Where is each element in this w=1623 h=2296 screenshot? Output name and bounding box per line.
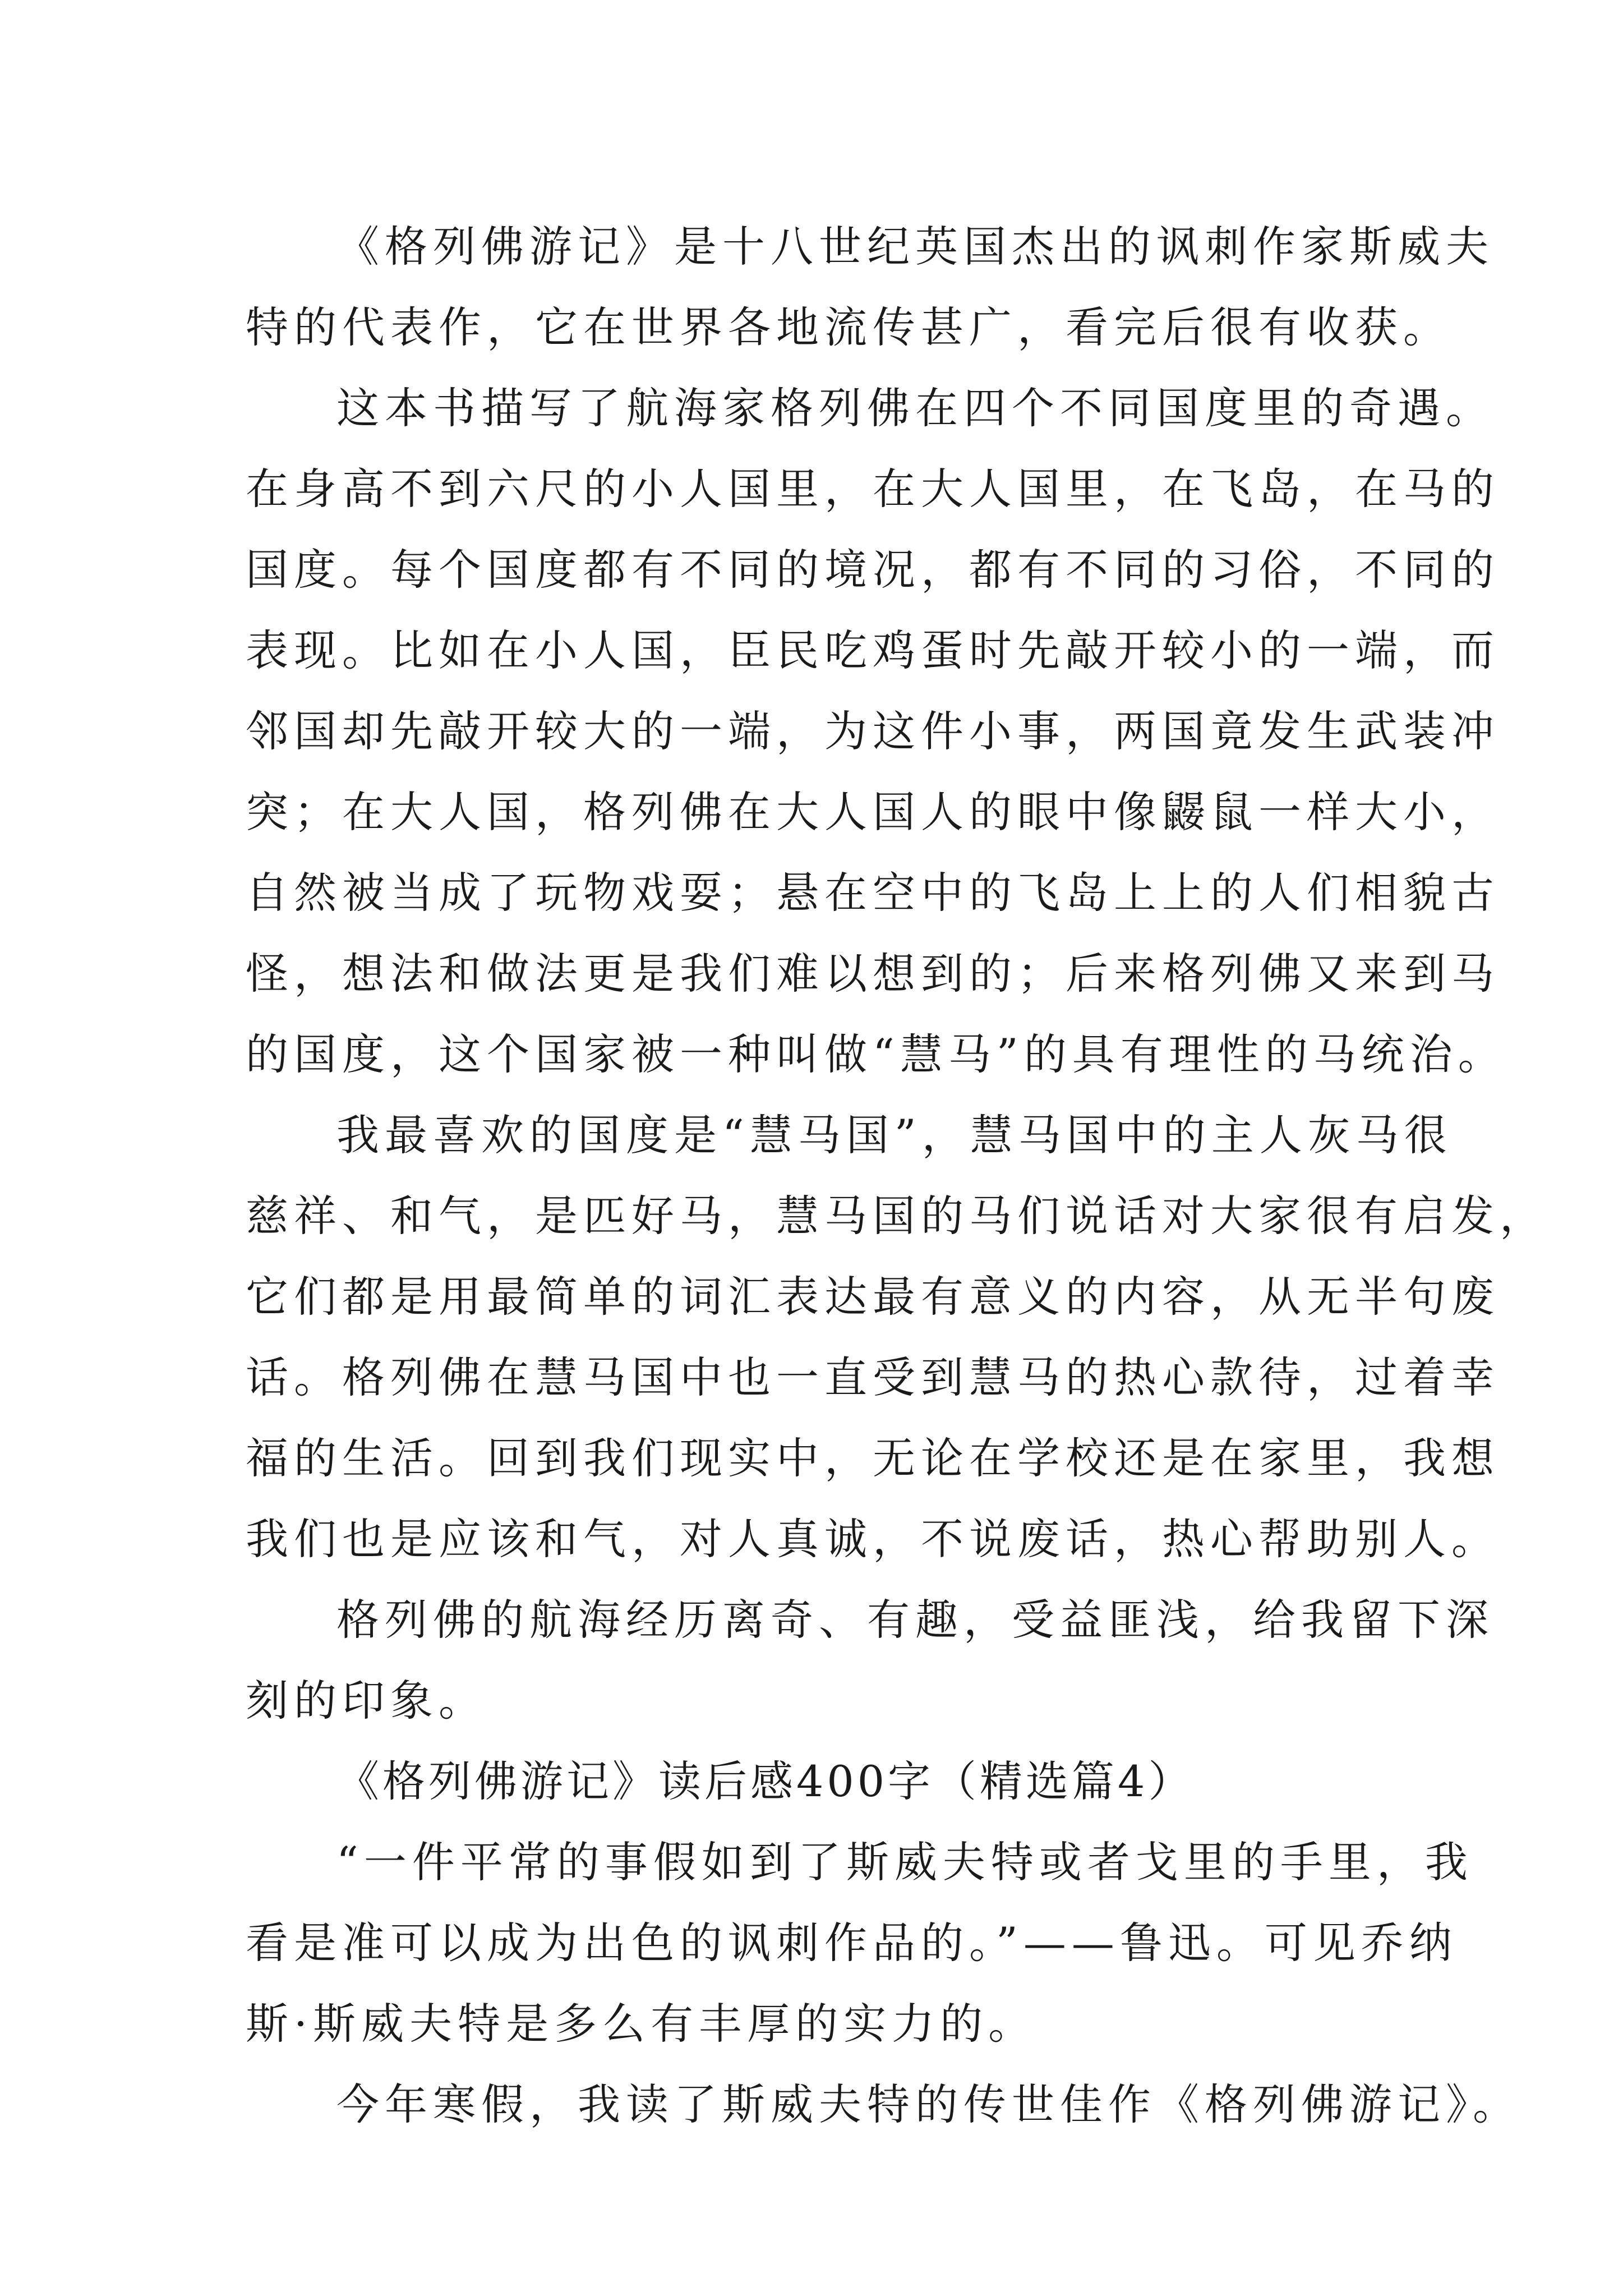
paragraph-line: 慈祥、和气，是匹好马，慧马国的马们说话对大家很有启发， xyxy=(246,1191,1548,1241)
paragraph-line: 福的生活。回到我们现实中，无论在学校还是在家里，我想 xyxy=(246,1433,1500,1483)
paragraph-line: 国度。每个国度都有不同的境况，都有不同的习俗，不同的 xyxy=(246,545,1500,595)
paragraph-line: 在身高不到六尺的小人国里，在大人国里，在飞岛，在马的 xyxy=(246,464,1500,514)
paragraph-line: 怪，想法和做法更是我们难以想到的；后来格列佛又来到马 xyxy=(246,949,1500,999)
paragraph-line: 格列佛的航海经历离奇、有趣，受益匪浅，给我留下深 xyxy=(336,1595,1494,1645)
paragraph-line: 《格列佛游记》是十八世纪英国杰出的讽刺作家斯威夫 xyxy=(336,222,1494,272)
paragraph-line: 我们也是应该和气，对人真诚，不说废话，热心帮助别人。 xyxy=(246,1514,1500,1564)
paragraph-line: 我最喜欢的国度是“慧马国”，慧马国中的主人灰马很 xyxy=(336,1110,1453,1160)
article-body xyxy=(246,206,1548,2145)
paragraph-line: 邻国却先敲开较大的一端，为这件小事，两国竟发生武装冲 xyxy=(246,706,1500,756)
paragraph-line: 表现。比如在小人国，臣民吃鸡蛋时先敲开较小的一端，而 xyxy=(246,625,1500,675)
paragraph-line: 看是准可以成为出色的讽刺作品的。”——鲁迅。可见乔纳 xyxy=(246,1918,1458,1968)
paragraph-line: 的国度，这个国家被一种叫做“慧马”的具有理性的马统治。 xyxy=(246,1029,1506,1079)
paragraph-line: 今年寒假，我读了斯威夫特的传世佳作《格列佛游记》。 xyxy=(336,2079,1521,2129)
paragraph-line: 自然被当成了玩物戏耍；悬在空中的飞岛上上的人们相貌古 xyxy=(246,868,1500,918)
paragraph-line: 斯·斯威夫特是多么有丰厚的实力的。 xyxy=(246,1999,1037,2049)
paragraph-line: 特的代表作，它在世界各地流传甚广，看完后很有收获。 xyxy=(246,302,1451,352)
section-heading: 《格列佛游记》读后感400字（精选篇4） xyxy=(336,1756,1195,1806)
paragraph-line: 这本书描写了航海家格列佛在四个不同国度里的奇遇。 xyxy=(336,383,1494,433)
paragraph-line: 它们都是用最简单的词汇表达最有意义的内容，从无半句废 xyxy=(246,1272,1500,1322)
paragraph-line: 刻的印象。 xyxy=(246,1676,487,1726)
paragraph-line: 突；在大人国，格列佛在大人国人的眼中像鼹鼠一样大小， xyxy=(246,787,1500,837)
paragraph-line: 话。格列佛在慧马国中也一直受到慧马的热心款待，过着幸 xyxy=(246,1352,1500,1402)
paragraph-line: “一件平常的事假如到了斯威夫特或者戈里的手里，我 xyxy=(336,1837,1473,1887)
